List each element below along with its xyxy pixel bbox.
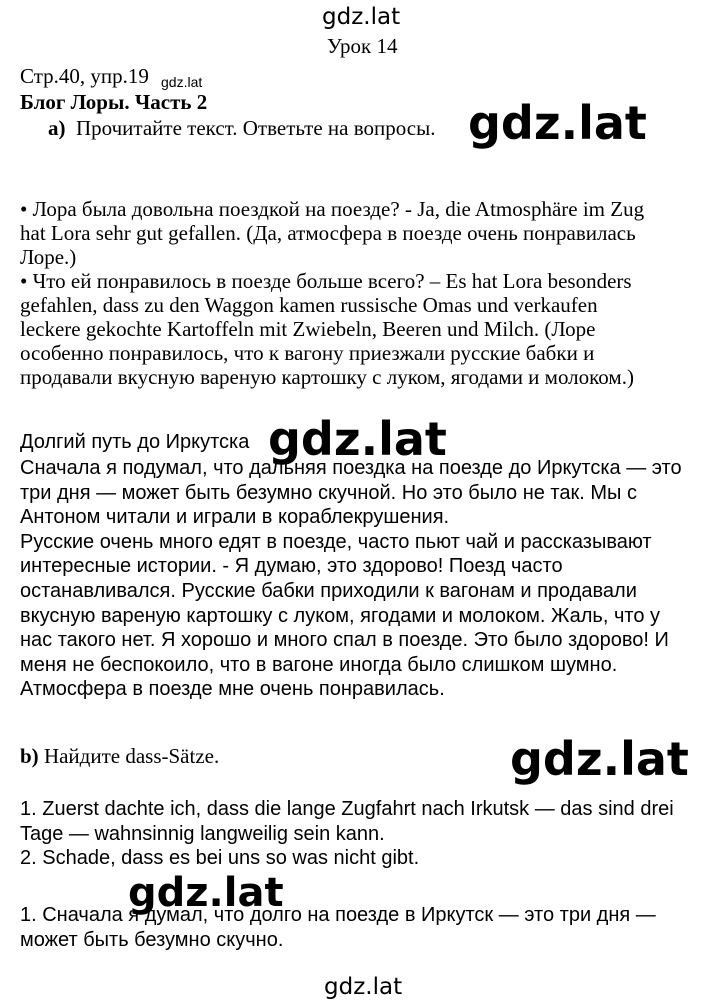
translation-text: [20, 456, 710, 702]
translation-line: три дня — может быть безумно скучной. Но это было не так. Мы с: [20, 481, 637, 504]
translation-line: Русские очень много едят в поезде, часто пьют чай и рассказывают: [20, 530, 652, 553]
answer-b-translation-line: 1. Сначала я думал, что долго на поезде в Иркутск — это три дня —: [20, 904, 656, 926]
translation-line: нас такого нет. Я хорошо и много спал в поезде. Это было здорово! И: [20, 629, 669, 652]
answer-a-line: leckere gekochte Kartoffeln mit Zwiebeln, Beeren und Milch. (Лоре: [20, 317, 596, 341]
page-reference: Стр.40, упр.19: [20, 64, 149, 88]
translation-line: Сначала я подумал, что дальняя поездка на поезде до Иркутска — это: [20, 457, 682, 479]
translation-line: Антоном читали и играли в кораблекрушения.: [20, 506, 450, 529]
translation-line: вкусную вареную картошку с луком, ягодами и молоком. Жаль, что у: [20, 604, 660, 627]
answers-a: [20, 197, 710, 389]
answer-b-line: 2. Schade, dass es bei uns so was nicht gibt.: [20, 847, 420, 870]
watermark-small-inline: gdz.lat: [161, 74, 203, 90]
task-b-text: Найдите dass-Sätze.: [43, 744, 220, 768]
answers-b-translation: [20, 903, 710, 952]
answer-a-line: • Лора была довольна поездкой на поезде? - Ja, die Atmosphäre im Zug: [20, 197, 645, 221]
task-b-label: b): [20, 744, 39, 768]
answer-b-line: Tage — wahnsinnig langweilig sein kann.: [20, 822, 385, 845]
watermark-big-3: gdz.lat: [510, 732, 689, 786]
lesson-label: Урок 14: [327, 34, 398, 58]
task-a-text: Прочитайте текст. Ответьте на вопросы.: [76, 116, 436, 140]
task-a-label: а): [48, 116, 66, 140]
task-a: [48, 116, 435, 140]
answer-a-line: • Что ей понравилось в поезде больше всего? – Es hat Lora besonders: [20, 269, 632, 293]
watermark-big-2: gdz.lat: [268, 412, 447, 466]
answer-a-line: Лоре.): [20, 245, 77, 269]
answer-a-line: gefahlen, dass zu den Waggon kamen russische Omas und verkaufen: [20, 293, 598, 317]
translation-line: останавливался. Русские бабки приходили к вагонам и продавали: [20, 579, 637, 602]
translation-line: Атмосфера в поезде мне очень понравилась.: [20, 678, 445, 701]
watermark-big-4: gdz.lat: [128, 870, 284, 916]
page-title: Блог Лоры. Часть 2: [20, 90, 208, 114]
translation-title: Долгий путь до Иркутска: [20, 431, 250, 453]
translation-line: меня не беспокоило, что в вагоне иногда было слишком шумно.: [20, 653, 618, 676]
watermark-top: gdz.lat: [322, 4, 401, 30]
watermark-bottom: gdz.lat: [324, 974, 403, 1000]
answer-a-line: продавали вкусную вареную картошку с луком, ягодами и молоком.): [20, 365, 634, 389]
answer-a-line: hat Lora sehr gut gefallen. (Да, атмосфера в поезде очень понравилась: [20, 221, 636, 245]
answer-b-line: 1. Zuerst dachte ich, dass die lange Zugfahrt nach Irkutsk — das sind drei: [20, 798, 674, 820]
translation-line: интересные истории. - Я думаю, это здорово! Поезд часто: [20, 555, 563, 578]
answers-b: [20, 797, 710, 871]
answer-a-line: особенно понравилось, что к вагону приезжали русские бабки и: [20, 341, 595, 365]
answer-b-translation-line: может быть безумно скучно.: [20, 928, 284, 951]
watermark-big-1: gdz.lat: [468, 96, 647, 150]
task-b: [20, 744, 219, 768]
